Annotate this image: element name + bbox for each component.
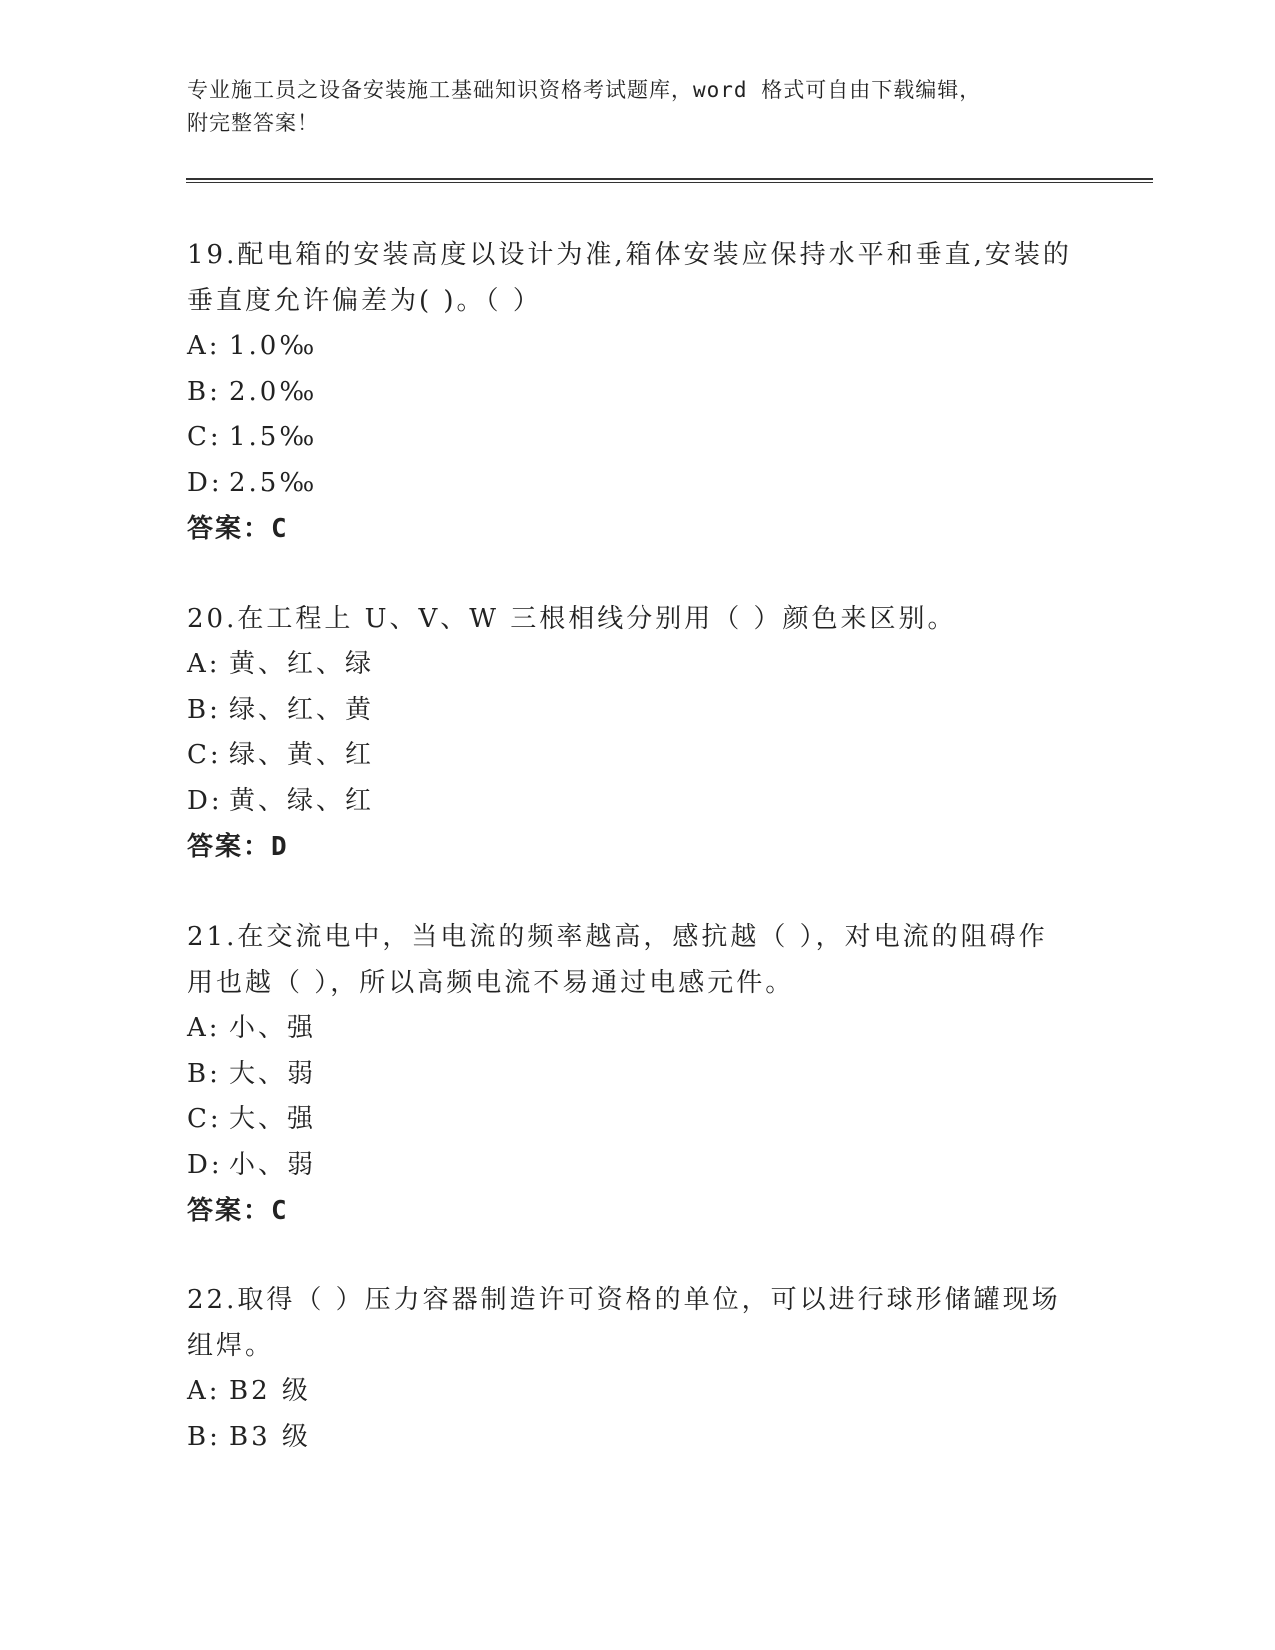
question-21 — [187, 914, 1087, 1234]
option-letter: A: — [187, 649, 221, 679]
option-text: B2 级 — [229, 1376, 311, 1406]
question-stem-line: 垂直度允许偏差为( )。（ ） — [187, 286, 542, 316]
option-letter: B: — [187, 376, 221, 407]
option-a — [187, 1006, 1087, 1052]
option-letter: D: — [187, 1149, 223, 1180]
option-letter: C: — [187, 740, 222, 770]
option-letter: D: — [187, 785, 223, 816]
option-text: 大、强 — [229, 1104, 317, 1134]
option-letter: B: — [187, 694, 221, 725]
option-text: 黄、红、绿 — [229, 649, 375, 679]
answer-label: 答案：C — [187, 514, 289, 544]
option-text: B3 级 — [229, 1421, 311, 1452]
option-c — [187, 415, 1087, 461]
question-22 — [187, 1277, 1087, 1460]
option-b — [187, 688, 1087, 734]
option-b — [187, 1415, 1087, 1461]
question-19 — [187, 232, 1087, 552]
document-header — [187, 74, 1087, 140]
question-stem-line: 19.配电箱的安装高度以设计为准,箱体安装应保持水平和垂直,安装的 — [187, 240, 1072, 270]
option-letter: B: — [187, 1421, 221, 1452]
option-text: 2.5‰ — [229, 467, 318, 498]
option-text: 1.5‰ — [229, 422, 318, 452]
option-a — [187, 642, 1087, 688]
option-letter: A: — [187, 331, 221, 361]
option-a — [187, 1369, 1087, 1415]
option-text: 绿、红、黄 — [229, 694, 375, 725]
option-text: 2.0‰ — [229, 376, 318, 407]
option-text: 小、强 — [229, 1013, 317, 1043]
option-text: 绿、黄、红 — [229, 740, 375, 770]
option-letter: C: — [187, 1104, 222, 1134]
header-divider-thick — [186, 178, 1153, 180]
header-divider-thin — [186, 182, 1153, 183]
option-letter: A: — [187, 1013, 221, 1043]
question-stem-line: 20.在工程上 U、V、W 三根相线分别用（ ）颜色来区别。 — [187, 604, 957, 634]
option-d — [187, 779, 1087, 825]
option-letter: C: — [187, 422, 222, 452]
answer-label: 答案：C — [187, 1196, 289, 1226]
option-letter: B: — [187, 1058, 221, 1089]
option-text: 小、弱 — [229, 1149, 317, 1180]
question-stem-line: 22.取得（ ）压力容器制造许可资格的单位，可以进行球形储罐现场 — [187, 1285, 1061, 1315]
option-a — [187, 324, 1087, 370]
question-stem-line: 21.在交流电中，当电流的频率越高，感抗越（ ），对电流的阻碍作 — [187, 922, 1048, 952]
option-c — [187, 1097, 1087, 1143]
option-b — [187, 370, 1087, 416]
option-letter: A: — [187, 1376, 221, 1406]
option-b — [187, 1052, 1087, 1098]
option-d — [187, 1143, 1087, 1189]
option-d — [187, 461, 1087, 507]
question-20 — [187, 596, 1087, 870]
header-line-2: 附完整答案！ — [187, 111, 319, 135]
option-text: 黄、绿、红 — [229, 785, 375, 816]
option-letter: D: — [187, 467, 223, 498]
option-text: 大、弱 — [229, 1058, 317, 1089]
answer-label: 答案：D — [187, 832, 289, 862]
question-stem-line: 用也越（ ），所以高频电流不易通过电感元件。 — [187, 968, 795, 998]
header-line-1: 专业施工员之设备安装施工基础知识资格考试题库，word 格式可自由下载编辑， — [187, 78, 982, 102]
question-stem-line: 组焊。 — [187, 1331, 275, 1361]
option-c — [187, 733, 1087, 779]
option-text: 1.0‰ — [229, 331, 318, 361]
